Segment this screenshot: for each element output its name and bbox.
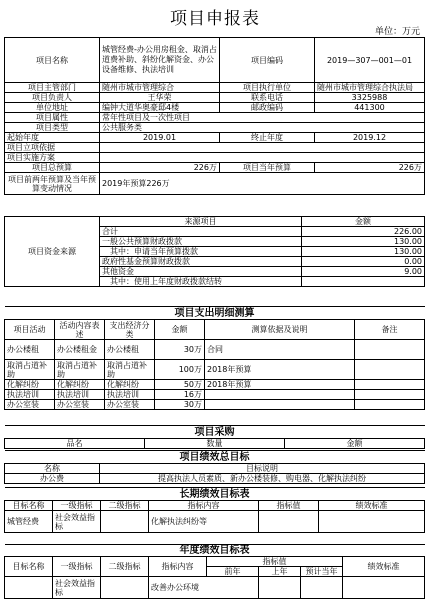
- attr-value: 常年性项目及一次性项目: [100, 113, 425, 123]
- expense-cell: 化解纠纷: [5, 380, 55, 390]
- fund-src-header: 来源项目: [100, 217, 302, 227]
- table-row: [5, 390, 425, 400]
- overall-section-title: 项目绩效总目标: [5, 451, 425, 464]
- table-row: [5, 511, 425, 533]
- fund-row-amount: 0.00: [302, 257, 425, 267]
- expense-cell: [355, 380, 425, 390]
- annual-header: 目标名称: [5, 557, 53, 577]
- longterm-header: 二级指标: [101, 501, 149, 511]
- phone-value: 3325988: [315, 93, 425, 103]
- fund-amt-header: 金额: [302, 217, 425, 227]
- longterm-table: [4, 487, 425, 533]
- fund-source-table: [4, 216, 425, 287]
- table-row: [5, 577, 425, 599]
- purchase-header: 金额: [285, 439, 425, 449]
- type-value: 公共服务类: [100, 123, 425, 133]
- purchase-section-title: 项目采购: [5, 426, 425, 439]
- curr-value: 226万: [315, 163, 425, 173]
- expense-cell: 取消占道补助: [5, 360, 55, 380]
- expense-section-title: 项目支出明细测算: [5, 307, 425, 320]
- phone-label: 联系电话: [220, 93, 315, 103]
- expense-cell: 办公楼租金: [55, 340, 105, 360]
- leader-label: 项目负责人: [5, 93, 100, 103]
- expense-cell: 化解纠纷: [105, 380, 155, 390]
- exec-label: 项目执行单位: [220, 83, 315, 93]
- expense-cell: 办公室装: [55, 400, 105, 410]
- purchase-header: 数量: [145, 439, 285, 449]
- annual-cell: 社会效益指标: [53, 577, 101, 599]
- expense-cell: 30万: [155, 400, 205, 410]
- expense-cell: 取消占道补助: [55, 360, 105, 380]
- overall-name: 办公费: [5, 474, 100, 484]
- expense-cell: 合同: [205, 340, 355, 360]
- expense-cell: 办公楼租: [5, 340, 55, 360]
- exec-value: 随州市城市管理综合执法局: [315, 83, 425, 93]
- annual-cell: [301, 577, 343, 599]
- overall-target-table: [4, 450, 425, 484]
- fund-label: 项目资金来源: [5, 217, 100, 287]
- longterm-cell: [101, 511, 149, 533]
- annual-table: [4, 544, 425, 599]
- addr-value: 编钟大道华奥豪邸4楼: [100, 103, 220, 113]
- annual-header: 绩效标准: [343, 557, 425, 577]
- longterm-header: 目标名称: [5, 501, 53, 511]
- fund-row-amount: 130.00: [302, 237, 425, 247]
- annual-subheader: 预计当年: [301, 567, 343, 577]
- longterm-cell: 城管经费: [5, 511, 53, 533]
- code-value: 2019—307—001—01: [315, 38, 425, 83]
- fund-row-name: 合计: [100, 227, 302, 237]
- change-label: 项目前两年预算及当年预算变动情况: [5, 173, 100, 195]
- table-row: [5, 340, 425, 360]
- annual-header: 二级指标: [101, 557, 149, 577]
- basic-info-table: [4, 37, 425, 195]
- dept-value: 随州市城市管理综合: [100, 83, 220, 93]
- plan-label: 项目实施方案: [5, 153, 100, 163]
- longterm-header: 指标内容: [149, 501, 259, 511]
- annual-cell: 改善办公环境: [149, 577, 259, 599]
- expense-cell: [355, 400, 425, 410]
- annual-header: 指标值: [207, 557, 343, 567]
- total-label: 项目总预算: [5, 163, 100, 173]
- purchase-header: 品名: [5, 439, 145, 449]
- overall-desc-header: 目标说明: [100, 464, 425, 474]
- expense-cell: 16万: [155, 390, 205, 400]
- post-label: 邮政编码: [220, 103, 315, 113]
- name-value: 城管经费-办公用房租金、取消占道费补助、斜纷化解资金、办公设备维修、执法培训: [100, 38, 220, 83]
- end-value: 2019.12: [315, 133, 425, 143]
- end-label: 终止年度: [220, 133, 315, 143]
- expense-header: 金额: [155, 320, 205, 340]
- annual-cell: [101, 577, 149, 599]
- expense-cell: 30万: [155, 340, 205, 360]
- fund-row-name: 其中：申请当年预算拨款: [100, 247, 302, 257]
- curr-label: 项目当年预算: [220, 163, 315, 173]
- fund-row-amount: 130.00: [302, 247, 425, 257]
- attr-label: 项目属性: [5, 113, 100, 123]
- basis-label: 项目立项依据: [5, 143, 100, 153]
- longterm-section-title: 长期绩效目标表: [5, 488, 425, 501]
- expense-cell: 执法培训: [55, 390, 105, 400]
- expense-cell: 2018年预算: [205, 380, 355, 390]
- expense-cell: 办公楼租: [105, 340, 155, 360]
- leader-value: 王华荣: [100, 93, 220, 103]
- annual-section-title: 年度绩效目标表: [5, 545, 425, 557]
- expense-header: 备注: [355, 320, 425, 340]
- expense-cell: [355, 340, 425, 360]
- longterm-header: 指标值: [259, 501, 319, 511]
- longterm-cell: [319, 511, 425, 533]
- annual-subheader: 前年: [207, 567, 259, 577]
- expense-cell: 取消占道补助: [105, 360, 155, 380]
- name-label: 项目名称: [5, 38, 100, 83]
- page-title: 项目申报表: [170, 9, 260, 29]
- overall-name-header: 名称: [5, 464, 100, 474]
- expense-cell: 50万: [155, 380, 205, 390]
- expense-header: 活动内容表述: [55, 320, 105, 340]
- expense-header: 支出经济分类: [105, 320, 155, 340]
- post-value: 441300: [315, 103, 425, 113]
- expense-cell: 执法培训: [5, 390, 55, 400]
- code-label: 项目编码: [220, 38, 315, 83]
- fund-row-amount: 9.00: [302, 267, 425, 277]
- longterm-cell: [259, 511, 319, 533]
- fund-row-name: 一般公共预算财政拨款: [100, 237, 302, 247]
- annual-cell: [259, 577, 301, 599]
- fund-row-amount: [302, 277, 425, 287]
- expense-cell: [355, 390, 425, 400]
- expense-cell: 办公室装: [5, 400, 55, 410]
- longterm-header: 绩效标准: [319, 501, 425, 511]
- expense-cell: [355, 360, 425, 380]
- longterm-cell: 社会效益指标: [53, 511, 101, 533]
- table-row: [5, 400, 425, 410]
- table-row: [5, 380, 425, 390]
- annual-header: 指标内容: [149, 557, 207, 577]
- unit-label: 单位：万元: [374, 27, 420, 37]
- fund-row-name: 其中：使用上年度财政拨款结转: [100, 277, 302, 287]
- start-label: 起始年度: [5, 133, 100, 143]
- fund-row-amount: 226.00: [302, 227, 425, 237]
- annual-subheader: 上年: [259, 567, 301, 577]
- fund-row-name: 政府性基金预算财政拨款: [100, 257, 302, 267]
- expense-header: 测算依据及说明: [205, 320, 355, 340]
- expense-cell: 化解纠纷: [55, 380, 105, 390]
- total-value: 226万: [100, 163, 220, 173]
- fund-row-name: 其他资金: [100, 267, 302, 277]
- expense-cell: 2018年预算: [205, 360, 355, 380]
- longterm-cell: 化解执法纠纷等: [149, 511, 259, 533]
- dept-label: 项目主管部门: [5, 83, 100, 93]
- change-value: 2019年预算226万: [100, 173, 425, 195]
- expense-cell: [205, 400, 355, 410]
- annual-header: 一级指标: [53, 557, 101, 577]
- expense-cell: 100万: [155, 360, 205, 380]
- basis-value: [100, 143, 425, 153]
- plan-value: [100, 153, 425, 163]
- expense-cell: [205, 390, 355, 400]
- expense-cell: 执法培训: [105, 390, 155, 400]
- start-value: 2019.01: [100, 133, 220, 143]
- annual-cell: [343, 577, 425, 599]
- longterm-header: 一级指标: [53, 501, 101, 511]
- expense-header: 项目活动: [5, 320, 55, 340]
- table-row: [5, 360, 425, 380]
- addr-label: 单位地址: [5, 103, 100, 113]
- annual-cell: [5, 577, 53, 599]
- type-label: 项目类型: [5, 123, 100, 133]
- expense-cell: 办公室装: [105, 400, 155, 410]
- expense-table: [4, 306, 425, 410]
- purchase-table: [4, 425, 425, 449]
- overall-desc: 提高执法人员素质、新办公楼装修、购电器、化解执法纠纷: [100, 474, 425, 484]
